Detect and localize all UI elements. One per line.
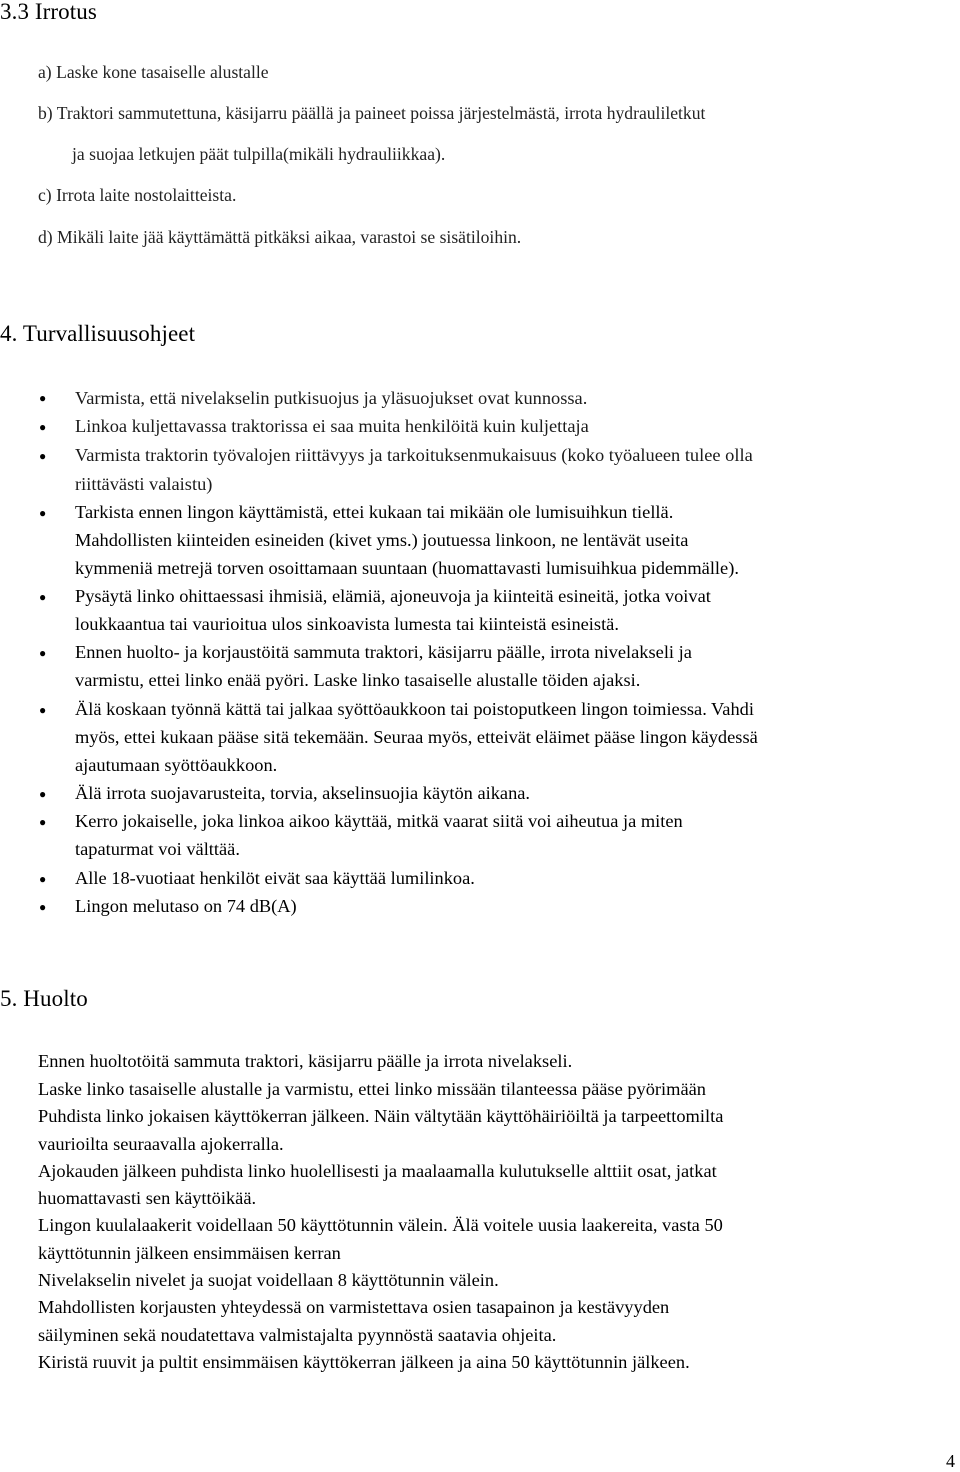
maintenance-line: säilyminen sekä noudatettava valmistajalta pyynnöstä saatavia ohjeita. [38,1325,557,1345]
bullet-icon: ● [39,646,47,660]
safety-line: tapaturmat voi välttää. [75,839,240,859]
safety-line: Linkoa kuljettavassa traktorissa ei saa muita henkilöitä kuin kuljettaja [75,416,589,436]
safety-line: kymmeniä metrejä torven osoittamaan suuntaan (huomattavasti lumisuihkua pidemmälle). [75,558,739,578]
bullet-icon: ● [39,872,47,886]
maintenance-line: Mahdollisten korjausten yhteydessä on varmistettava osien tasapainon ja kestävyyden [38,1297,670,1317]
safety-line: loukkaantua tai vaurioitua ulos sinkoavista lumesta tai kiinteistä esineistä. [75,614,619,634]
maintenance-line: käyttötunnin jälkeen ensimmäisen kerran [38,1243,341,1263]
safety-line: Älä koskaan työnnä kättä tai jalkaa syöttöaukkoon tai poistoputkeen lingon toimiessa. Vahdi [75,699,754,719]
bullet-icon: ● [39,506,47,520]
bullet-icon: ● [39,391,47,405]
safety-line: Alle 18-vuotiaat henkilöt eivät saa käyttää lumilinkoa. [75,868,475,888]
maintenance-line: Lingon kuulalaakerit voidellaan 50 käyttötunnin välein. Älä voitele uusia laakereita, vasta 50 [38,1215,723,1235]
safety-line: Pysäytä linko ohittaessasi ihmisiä, elämiä, ajoneuvoja ja kiinteitä esineitä, jotka voivat [75,586,711,606]
list-item-d: d) Mikäli laite jää käyttämättä pitkäksi aikaa, varastoi se sisätiloihin. [38,227,522,247]
bullet-icon: ● [39,590,47,604]
safety-line: Ennen huolto- ja korjaustöitä sammuta traktori, käsijarru päälle, irrota nivelakseli ja [75,642,692,662]
maintenance-line: huomattavasti sen käyttöikää. [38,1188,257,1208]
bullet-icon: ● [39,449,47,463]
maintenance-line: Ajokauden jälkeen puhdista linko huolellisesti ja maalaamalla kulutukselle alttiit osat, jatkat [38,1161,717,1181]
safety-line: ajautumaan syöttöaukkoon. [75,755,278,775]
safety-line: Älä irrota suojavarusteita, torvia, akselinsuojia käytön aikana. [75,783,531,803]
safety-line: myös, ettei kukaan pääse sitä tekemään. Seuraa myös, etteivät eläimet pääse lingon käydessä [75,727,758,747]
safety-line: varmistu, ettei linko enää pyöri. Laske linko tasaiselle alustalle töiden ajaksi. [75,670,641,690]
list-item-a: a) Laske kone tasaiselle alustalle [38,62,269,82]
bullet-icon: ● [39,815,47,829]
maintenance-line: Kiristä ruuvit ja pultit ensimmäisen käyttökerran jälkeen ja aina 50 käyttötunnin jälkeen. [38,1352,690,1372]
list-item-b-continued: ja suojaa letkujen päät tulpilla(mikäli hydrauliikkaa). [72,144,446,164]
safety-line: Tarkista ennen lingon käyttämistä, ettei kukaan tai mikään ole lumisuihkun tiellä. [75,502,674,522]
page-number: 4 [946,1451,955,1471]
bullet-icon: ● [39,703,47,717]
bullet-icon: ● [39,420,47,434]
safety-line: Mahdollisten kiinteiden esineiden (kivet yms.) joutuessa linkoon, ne lentävät useita [75,530,689,550]
bullet-icon: ● [39,787,47,801]
list-item-b: b) Traktori sammutettuna, käsijarru päällä ja paineet poissa järjestelmästä, irrota hydrauliletkut [38,103,706,123]
maintenance-line: Nivelakselin nivelet ja suojat voidellaan 8 käyttötunnin välein. [38,1270,499,1290]
bullet-icon: ● [39,900,47,914]
safety-line: Lingon melutaso on 74 dB(A) [75,896,297,916]
section-heading-turvallisuusohjeet: 4. Turvallisuusohjeet [0,321,196,346]
maintenance-line: vaurioilta seuraavalla ajokerralla. [38,1134,284,1154]
maintenance-line: Laske linko tasaiselle alustalle ja varmistu, ettei linko missään tilanteessa pääse pyörimään [38,1079,706,1099]
safety-line: riittävästi valaistu) [75,474,213,494]
safety-line: Varmista, että nivelakselin putkisuojus ja yläsuojukset ovat kunnossa. [75,388,588,408]
maintenance-line: Puhdista linko jokaisen käyttökerran jälkeen. Näin vältytään käyttöhäiriöiltä ja tarpeettomilta [38,1106,724,1126]
section-heading-huolto: 5. Huolto [0,986,88,1011]
safety-line: Kerro jokaiselle, joka linkoa aikoo käyttää, mitkä vaarat siitä voi aiheutua ja miten [75,811,683,831]
list-item-c: c) Irrota laite nostolaitteista. [38,185,237,205]
safety-line: Varmista traktorin työvalojen riittävyys ja tarkoituksenmukaisuus (koko työalueen tulee olla [75,445,753,465]
maintenance-line: Ennen huoltotöitä sammuta traktori, käsijarru päälle ja irrota nivelakseli. [38,1051,573,1071]
section-heading-irrotus: 3.3 Irrotus [0,0,97,24]
